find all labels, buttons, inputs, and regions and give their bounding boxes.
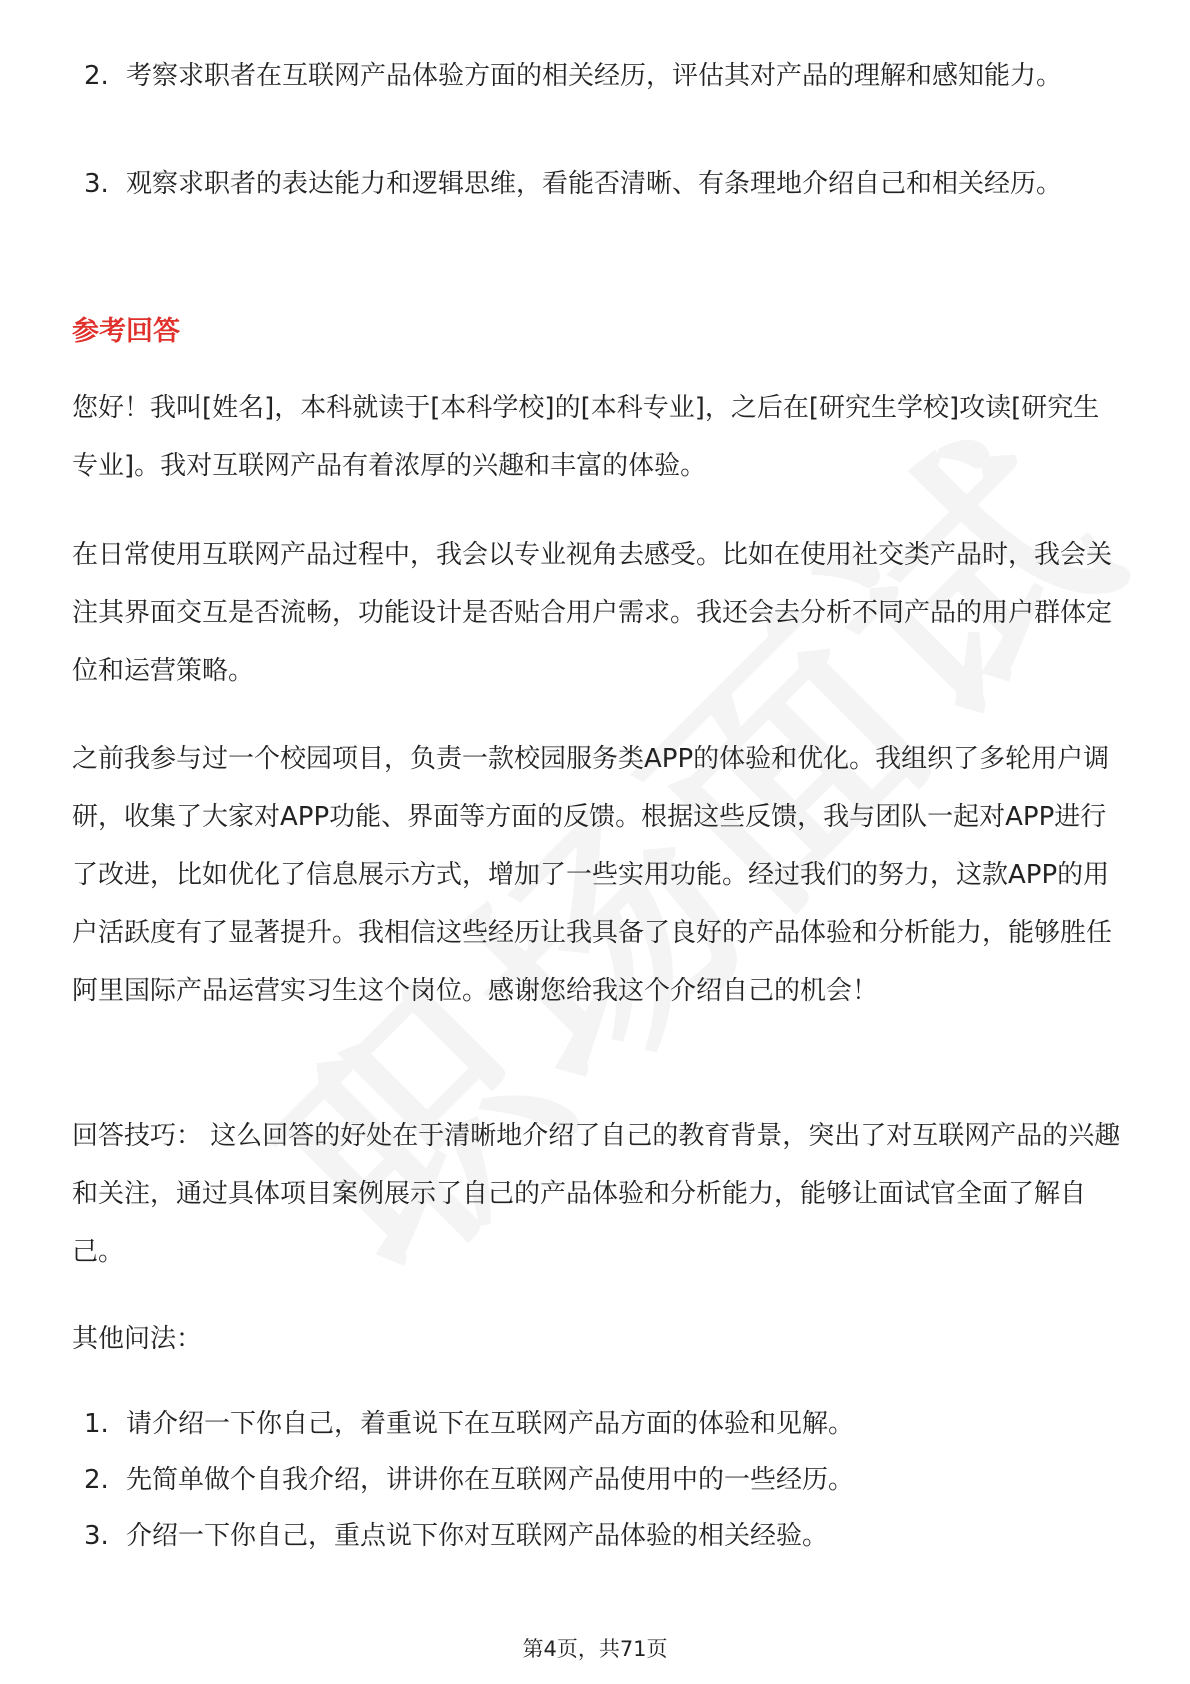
answer-tips-paragraph: 回答技巧： 这么回答的好处在于清晰地介绍了自己的教育背景，突出了对互联网产品的兴趣和关注，通过具体项目案例展示了自己的产品体验和分析能力，能够让面试官全面了解自己。: [72, 1121, 1121, 1267]
list-item: [72, 1507, 1122, 1565]
list-item-text: 观察求职者的表达能力和逻辑思维，看能否清晰、有条理地介绍自己和相关经历。: [126, 169, 1063, 199]
list-item: [72, 1395, 1122, 1453]
list-item: [72, 1451, 1122, 1509]
list-item-number: 2.: [84, 61, 109, 91]
list-item-text: 考察求职者在互联网产品体验方面的相关经历，评估其对产品的理解和感知能力。: [126, 61, 1063, 91]
other-questions-heading: 其他问法：: [72, 1324, 203, 1354]
page-number-footer: 第4页，共71页: [522, 1637, 668, 1661]
list-item-text: 先简单做个自我介绍，讲讲你在互联网产品使用中的一些经历。: [126, 1465, 855, 1495]
list-item-text: 介绍一下你自己，重点说下你对互联网产品体验的相关经验。: [126, 1521, 829, 1551]
list-item: [72, 47, 1122, 105]
answer-paragraph-project: 之前我参与过一个校园项目，负责一款校园服务类APP的体验和优化。我组织了多轮用户调研，收集了大家对APP功能、界面等方面的反馈。根据这些反馈，我与团队一起对APP进行了改进，比如优化了信息展示方式，增加了一些实用功能。经过我们的努力，这款APP的用户活跃度有了显著提升。我相信这些经历让我具备了良好的产品体验和分析能力，能够胜任阿里国际产品运营实习生这个岗位。感谢您给我这个介绍自己的机会！: [72, 744, 1113, 1006]
list-item-number: 2.: [84, 1465, 109, 1495]
answer-paragraph-experience: 在日常使用互联网产品过程中，我会以专业视角去感受。比如在使用社交类产品时，我会关注其界面交互是否流畅，功能设计是否贴合用户需求。我还会去分析不同产品的用户群体定位和运营策略。: [72, 540, 1113, 686]
list-item: [72, 155, 1122, 213]
section-title: 参考回答: [72, 316, 180, 347]
answer-paragraph-intro: 您好！我叫[姓名]，本科就读于[本科学校]的[本科专业]，之后在[研究生学校]攻读[研究生专业]。我对互联网产品有着浓厚的兴趣和丰富的体验。: [72, 393, 1100, 481]
list-item-text: 请介绍一下你自己，着重说下在互联网产品方面的体验和见解。: [126, 1409, 855, 1439]
list-item-number: 3.: [84, 169, 109, 199]
list-item-number: 3.: [84, 1521, 109, 1551]
list-item-number: 1.: [84, 1409, 109, 1439]
